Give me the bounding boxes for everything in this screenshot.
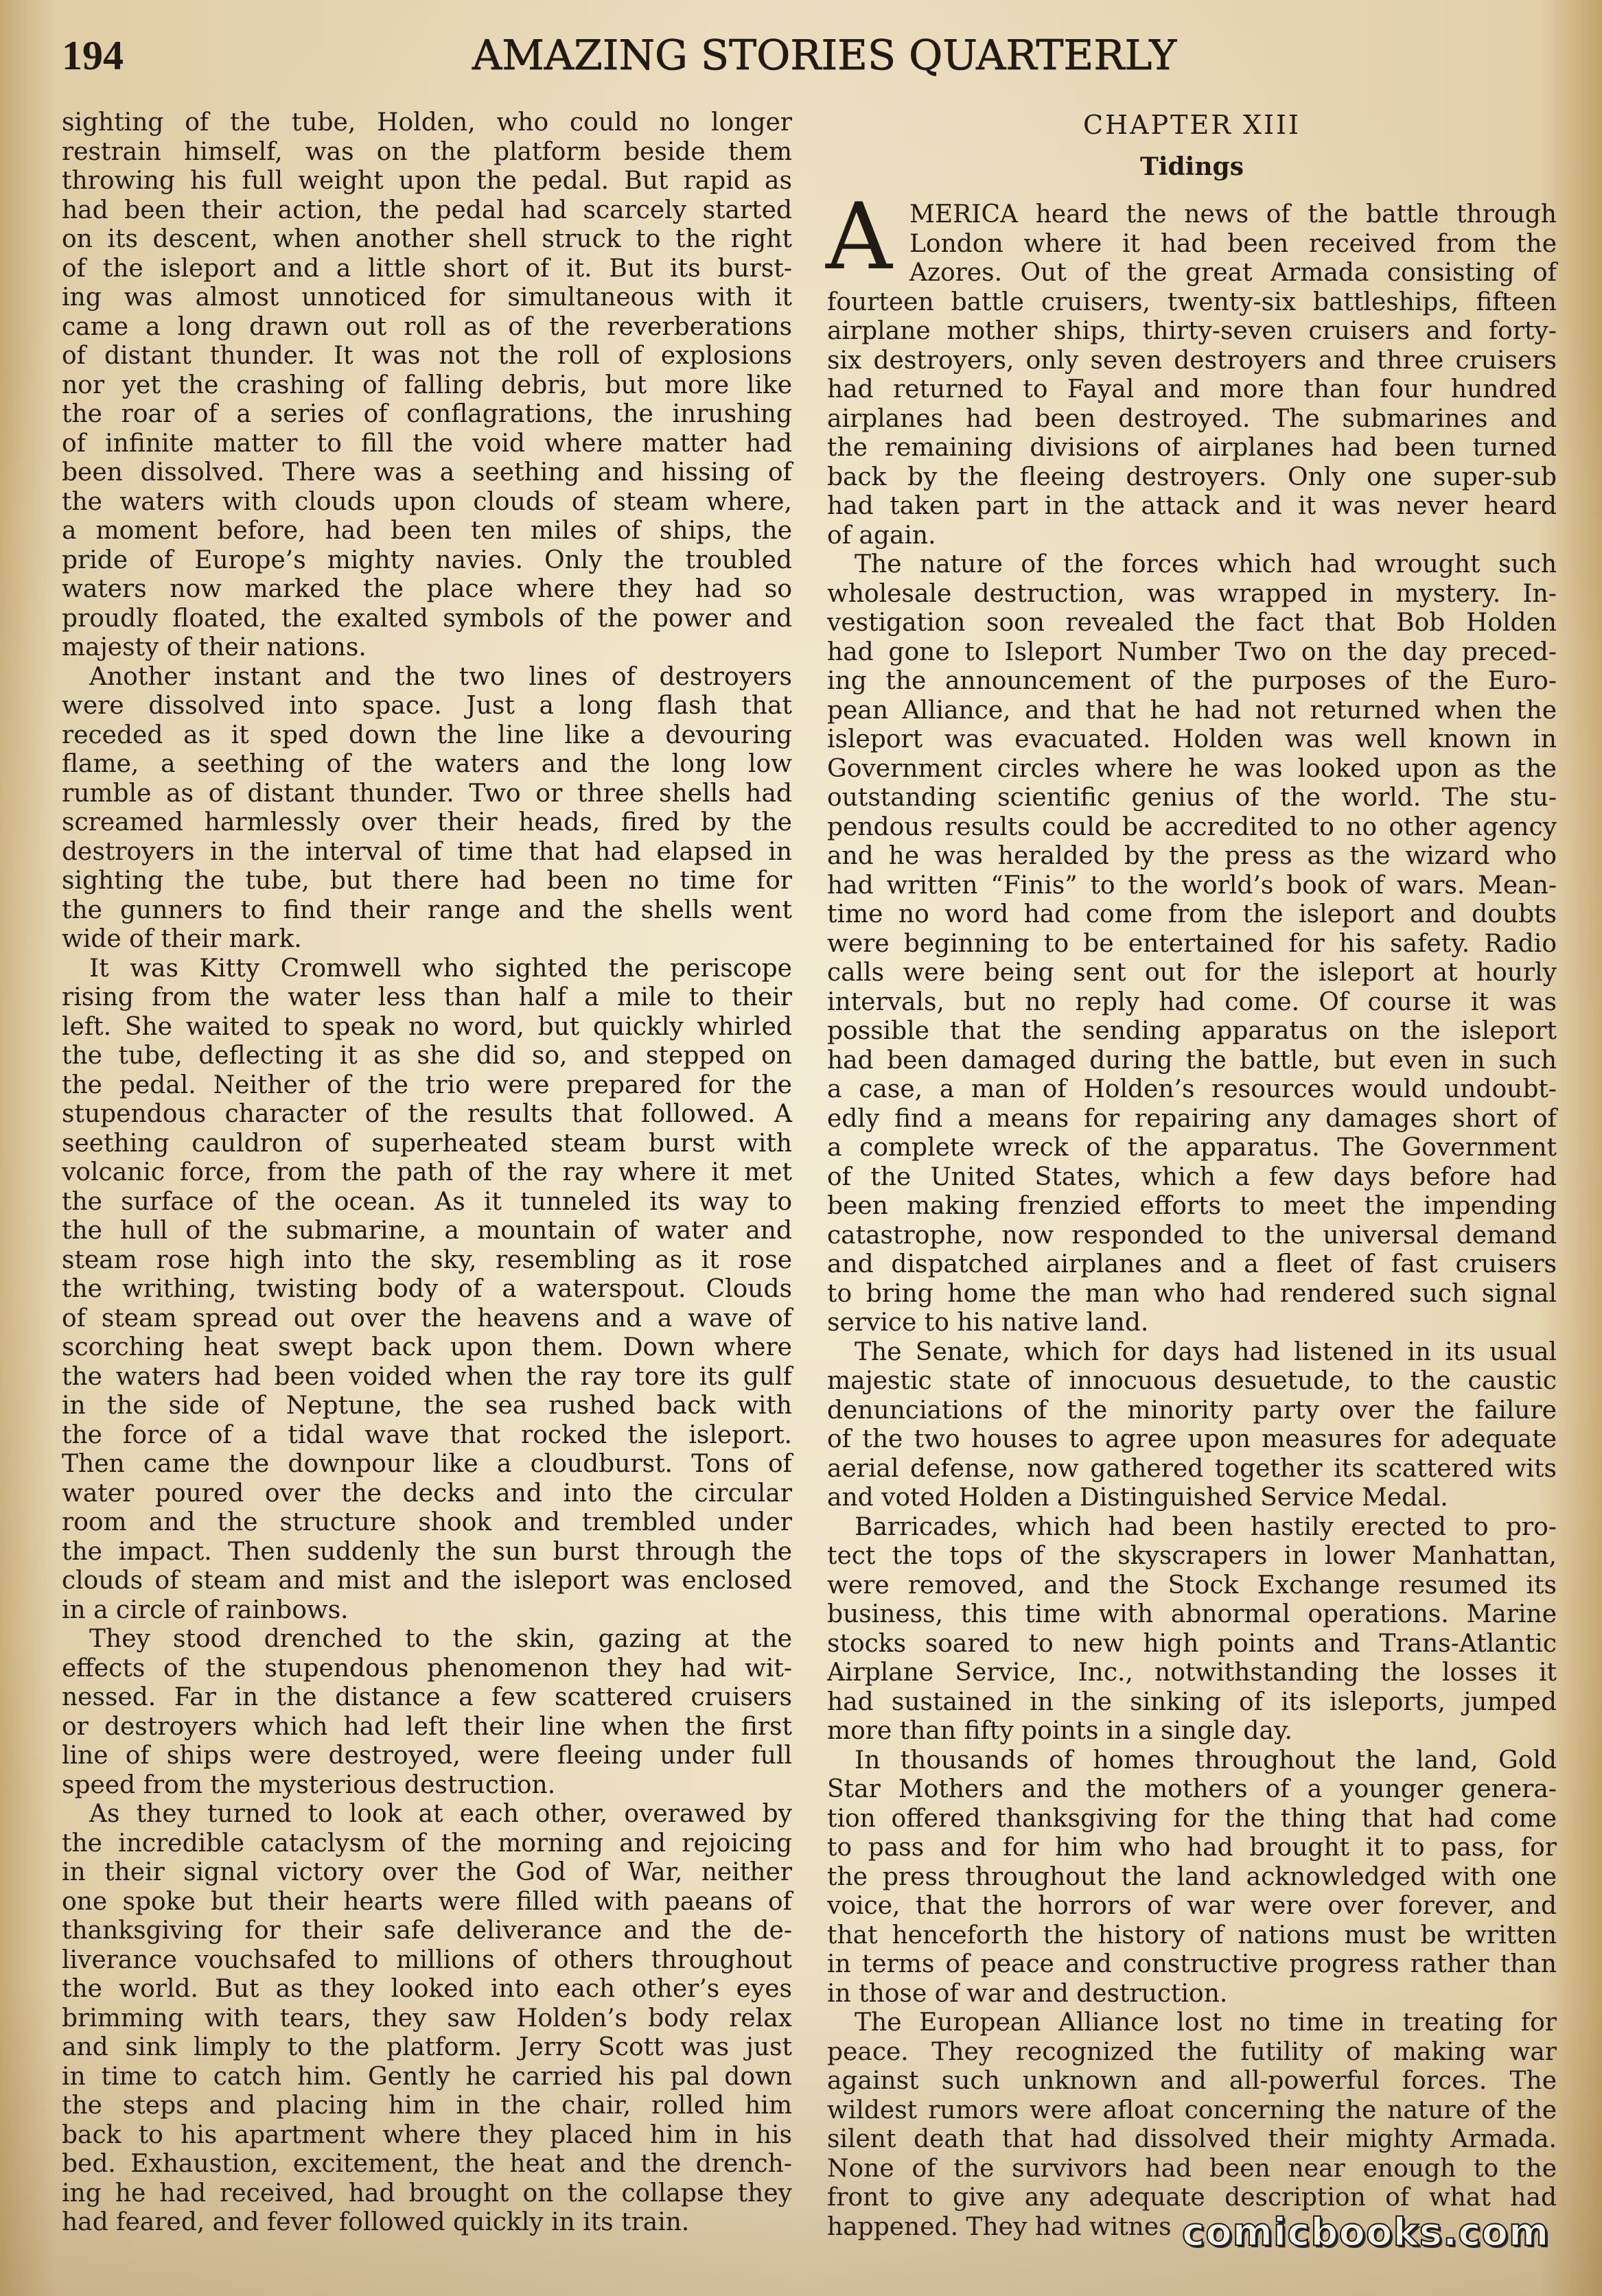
text-line: in time to catch him. Gently he carried his pal down: [62, 2062, 792, 2091]
text-line: and voted Holden a Distinguished Service Medal.: [827, 1484, 1448, 1512]
text-line: been dissolved. There was a seething and hissing of: [62, 458, 792, 487]
text-line: left. She waited to speak no word, but quickly whirled: [62, 1012, 792, 1041]
text-line: pendous results could be accredited to no other agency: [827, 812, 1557, 841]
text-line: liverance vouchsafed to millions of others throughout: [62, 1945, 792, 1974]
drop-cap: A: [826, 183, 892, 290]
text-line: catastrophe, now responded to the universal demand: [827, 1221, 1557, 1250]
text-line: scorching heat swept back upon them. Down where: [62, 1333, 792, 1361]
text-line: thanksgiving for their safe deliverance and the de-: [62, 1917, 792, 1945]
text-line: outstanding scientific genius of the world. The stu-: [827, 784, 1557, 812]
text-line: nessed. Far in the distance a few scattered cruisers: [62, 1683, 792, 1711]
watermark: comicbooks.com: [1182, 2210, 1550, 2255]
paragraph: [62, 954, 792, 1626]
text-line: or destroyers which had left their line when the first: [62, 1712, 792, 1741]
text-line: a case, a man of Holden’s resources would undoubt-: [827, 1075, 1557, 1103]
text-line: Barricades, which had been hastily erected to pro-: [855, 1512, 1557, 1541]
text-line: of the United States, which a few days before had: [827, 1162, 1557, 1191]
paragraph: [827, 200, 1557, 550]
text-line: proudly floated, the exalted symbols of the power and: [62, 604, 792, 633]
text-line: Star Mothers and the mothers of a younger genera-: [827, 1775, 1557, 1803]
text-line: the steps and placing him in the chair, rolled him: [62, 2092, 792, 2120]
text-line: the tube, deflecting it as she did so, and stepped on: [62, 1042, 792, 1070]
text-line: possible that the sending apparatus on the isleport: [827, 1017, 1557, 1045]
text-line: calls were being sent out for the isleport at hourly: [827, 959, 1557, 987]
text-line: ing the announcement of the purposes of the Euro-: [827, 667, 1557, 695]
text-line: were removed, and the Stock Exchange resumed its: [827, 1571, 1557, 1600]
text-line: the surface of the ocean. As it tunneled its way to: [62, 1187, 792, 1216]
text-line: one spoke but their hearts were filled with paeans of: [62, 1887, 792, 1916]
text-line: had gone to Isleport Number Two on the day preced-: [827, 637, 1557, 666]
text-line: came a long drawn out roll as of the reverberations: [62, 312, 792, 341]
paragraph: [827, 550, 1557, 1338]
text-line: The nature of the forces which had wrought such: [855, 550, 1557, 578]
text-line: had sustained in the sinking of its isleports, jumped: [827, 1687, 1557, 1716]
text-line: As they turned to look at each other, overawed by: [89, 1800, 792, 1828]
text-line: front to give any adequate description of what had: [827, 2183, 1557, 2212]
text-line: the remaining divisions of airplanes had been turned: [827, 434, 1557, 462]
text-line: of the isleport and a little short of it. But its burst-: [62, 254, 792, 283]
chapter-title: Tidings: [1140, 152, 1244, 181]
text-line: screamed harmlessly over their heads, fired by the: [62, 808, 792, 836]
text-line: of the two houses to agree upon measures for adequate: [827, 1425, 1557, 1453]
text-line: airplane mother ships, thirty-seven cruisers and forty-: [827, 317, 1557, 345]
paragraph: [827, 1746, 1557, 2009]
text-line: in their signal victory over the God of War, neither: [62, 1858, 792, 1886]
text-line: majestic state of innocuous desuetude, to the caustic: [827, 1367, 1557, 1395]
text-line: against such unknown and all-powerful forces. The: [827, 2067, 1557, 2095]
text-line: wholesale destruction, was wrapped in mystery. In-: [827, 579, 1557, 608]
text-line: In thousands of homes throughout the land, Gold: [855, 1746, 1557, 1774]
text-line: sighting of the tube, Holden, who could no longer: [62, 108, 792, 137]
text-line: to bring home the man who had rendered such signal: [827, 1279, 1557, 1308]
text-line: bed. Exhaustion, excitement, the heat and the drench-: [62, 2150, 792, 2178]
text-line: denunciations of the minority party over the failure: [827, 1396, 1557, 1425]
paragraph: [62, 1800, 792, 2238]
text-line: that henceforth the history of nations must be written: [827, 1921, 1557, 1949]
text-line: None of the survivors had been near enough to the: [827, 2154, 1557, 2183]
text-line: happened. They had witnes: [827, 2212, 1172, 2241]
text-line: brimming with tears, they saw Holden’s body relax: [62, 2004, 792, 2033]
text-line: clouds of steam and mist and the isleport was enclosed: [62, 1567, 792, 1595]
text-line: to pass and for him who had brought it to pass, for: [827, 1834, 1557, 1862]
text-line: fourteen battle cruisers, twenty-six battleships, fifteen: [827, 288, 1557, 316]
paragraph: [827, 1338, 1557, 1513]
text-line: destroyers in the interval of time that had elapsed in: [62, 837, 792, 866]
text-line: aerial defense, now gathered together its scattered wits: [827, 1454, 1557, 1483]
text-line: stocks soared to new high points and Trans-Atlantic: [827, 1629, 1557, 1658]
text-line: the impact. Then suddenly the sun burst through the: [62, 1537, 792, 1566]
text-line: the gunners to find their range and the shells went: [62, 895, 792, 924]
text-line: rising from the water less than half a mile to their: [62, 983, 792, 1011]
text-line: London where it had been received from the: [909, 229, 1557, 258]
text-line: volcanic force, from the path of the ray where it met: [62, 1158, 792, 1186]
text-line: pride of Europe’s mighty navies. Only the troubled: [62, 546, 792, 574]
text-line: tion offered thanksgiving for the thing that had come: [827, 1804, 1557, 1833]
text-line: on its descent, when another shell struck to the right: [62, 225, 792, 253]
text-line: ing was almost unnoticed for simultaneous with it: [62, 283, 792, 312]
text-line: Government circles where he was looked upon as the: [827, 754, 1557, 783]
text-line: the incredible cataclysm of the morning and rejoicing: [62, 1829, 792, 1858]
text-line: the hull of the submarine, a mountain of water and: [62, 1217, 792, 1245]
text-line: had taken part in the attack and it was never heard: [827, 492, 1557, 520]
text-line: The European Alliance lost no time in treating for: [855, 2008, 1557, 2037]
text-line: flame, a seething of the waters and the long low: [62, 750, 792, 778]
text-line: of steam spread out over the heavens and a wave of: [62, 1304, 792, 1333]
text-line: a complete wreck of the apparatus. The Government: [827, 1134, 1557, 1162]
paragraph: [62, 108, 792, 663]
text-line: the press throughout the land acknowledged with one: [827, 1862, 1557, 1891]
text-line: majesty of their nations.: [62, 633, 367, 661]
text-line: ing he had received, had brought on the collapse they: [62, 2179, 792, 2207]
text-line: more than fifty points in a single day.: [827, 1717, 1292, 1745]
left-column: [62, 108, 792, 2238]
text-line: receded as it sped down the line like a devouring: [62, 721, 792, 749]
text-line: back to his apartment where they placed him in his: [62, 2120, 792, 2149]
text-line: They stood drenched to the skin, gazing at the: [89, 1625, 792, 1653]
text-line: effects of the stupendous phenomenon they had wit-: [62, 1654, 792, 1683]
text-line: MERICA heard the news of the battle through: [909, 200, 1557, 229]
text-line: nor yet the crashing of falling debris, but more like: [62, 371, 792, 399]
text-line: were beginning to be entertained for his safety. Radio: [827, 929, 1557, 958]
text-line: line of ships were destroyed, were fleeing under full: [62, 1742, 792, 1770]
text-line: in terms of peace and constructive progress rather than: [827, 1950, 1557, 1978]
text-line: in those of war and destruction.: [827, 1979, 1228, 2008]
text-line: airplanes had been destroyed. The submarines and: [827, 404, 1557, 433]
text-line: silent death that had dissolved their mighty Armada.: [827, 2125, 1557, 2153]
paragraph: [827, 1513, 1557, 1746]
text-line: stupendous character of the results that followed. A: [62, 1100, 792, 1128]
text-line: had written “Finis” to the world’s book of wars. Mean-: [827, 871, 1557, 900]
text-line: a moment before, had been ten miles of ships, the: [62, 517, 792, 545]
paragraph: [827, 2008, 1557, 2242]
text-line: seething cauldron of superheated steam burst with: [62, 1129, 792, 1158]
text-line: and sink limply to the platform. Jerry Scott was just: [62, 2033, 792, 2061]
text-line: wide of their mark.: [62, 925, 302, 953]
text-line: water poured over the decks and into the circular: [62, 1479, 792, 1508]
text-line: vestigation soon revealed the fact that Bob Holden: [827, 609, 1557, 637]
text-line: steam rose high into the sky, resembling as it rose: [62, 1245, 792, 1274]
text-line: service to his native land.: [827, 1309, 1149, 1337]
text-line: of again.: [827, 521, 936, 550]
right-column: [827, 200, 1557, 2242]
text-line: of distant thunder. It was not the roll of explosions: [62, 342, 792, 370]
text-line: and dispatched airplanes and a fleet of fast cruisers: [827, 1250, 1557, 1278]
text-line: room and the structure shook and trembled under: [62, 1508, 792, 1536]
text-line: the waters had been voided when the ray tore its gulf: [62, 1362, 792, 1391]
text-line: The Senate, which for days had listened in its usual: [855, 1337, 1557, 1366]
text-line: had returned to Fayal and more than four hundred: [827, 375, 1557, 403]
text-line: and he was heralded by the press as the wizard who: [827, 842, 1557, 870]
chapter-label: CHAPTER XIII: [1082, 110, 1301, 140]
text-line: speed from the mysterious destruction.: [62, 1770, 556, 1799]
text-line: time no word had come from the isleport and doubts: [827, 900, 1557, 928]
text-line: waters now marked the place where they had so: [62, 575, 792, 603]
page-number: 194: [62, 33, 124, 78]
text-line: rumble as of distant thunder. Two or three shells had: [62, 779, 792, 808]
text-line: Then came the downpour like a cloudburst. Tons of: [62, 1450, 792, 1478]
text-line: peace. They recognized the futility of making war: [827, 2037, 1557, 2066]
text-line: been making frenzied efforts to meet the impending: [827, 1192, 1557, 1220]
paragraph: [62, 663, 792, 954]
text-line: the world. But as they looked into each other’s eyes: [62, 1975, 792, 2003]
text-line: were dissolved into space. Just a long flash that: [62, 692, 792, 720]
text-line: tect the tops of the skyscrapers in lower Manhattan,: [827, 1542, 1557, 1570]
text-line: had been damaged during the battle, but even in such: [827, 1046, 1557, 1075]
text-line: Azores. Out of the great Armada consisting of: [909, 259, 1557, 287]
text-line: sighting the tube, but there had been no time for: [62, 867, 792, 895]
text-line: Airplane Service, Inc., notwithstanding the losses it: [827, 1659, 1557, 1687]
text-line: Another instant and the two lines of destroyers: [89, 662, 792, 691]
text-line: had been their action, the pedal had scarcely started: [62, 196, 792, 224]
text-line: wildest rumors were afloat concerning the nature of the: [827, 2096, 1557, 2124]
text-line: the pedal. Neither of the trio were prepared for the: [62, 1070, 792, 1099]
text-line: throwing his full weight upon the pedal. But rapid as: [62, 167, 792, 195]
text-line: isleport was evacuated. Holden was well known in: [827, 725, 1557, 753]
text-line: the writhing, twisting body of a waterspout. Clouds: [62, 1275, 792, 1303]
text-line: pean Alliance, and that he had not returned when the: [827, 696, 1557, 725]
text-line: the waters with clouds upon clouds of steam where,: [62, 487, 792, 516]
text-line: had feared, and fever followed quickly in its train.: [62, 2208, 690, 2236]
paragraph: [62, 1625, 792, 1800]
text-line: back by the fleeing destroyers. Only one super-sub: [827, 462, 1557, 491]
magazine-title: AMAZING STORIES QUARTERLY: [472, 32, 1177, 80]
text-line: in the side of Neptune, the sea rushed back with: [62, 1392, 792, 1420]
text-line: the roar of a series of conflagrations, the inrushing: [62, 400, 792, 428]
text-line: business, this time with abnormal operations. Marine: [827, 1600, 1557, 1628]
text-line: in a circle of rainbows.: [62, 1595, 349, 1624]
text-line: edly find a means for repairing any damages short of: [827, 1104, 1557, 1133]
text-line: the force of a tidal wave that rocked the isleport.: [62, 1420, 792, 1449]
text-line: voice, that the horrors of war were over forever, and: [827, 1892, 1557, 1920]
text-line: of infinite matter to fill the void where matter had: [62, 429, 792, 458]
text-line: intervals, but no reply had come. Of course it was: [827, 987, 1557, 1016]
text-line: It was Kitty Cromwell who sighted the periscope: [89, 954, 792, 983]
text-line: six destroyers, only seven destroyers and three cruisers: [827, 346, 1557, 375]
text-line: restrain himself, was on the platform beside them: [62, 137, 792, 166]
